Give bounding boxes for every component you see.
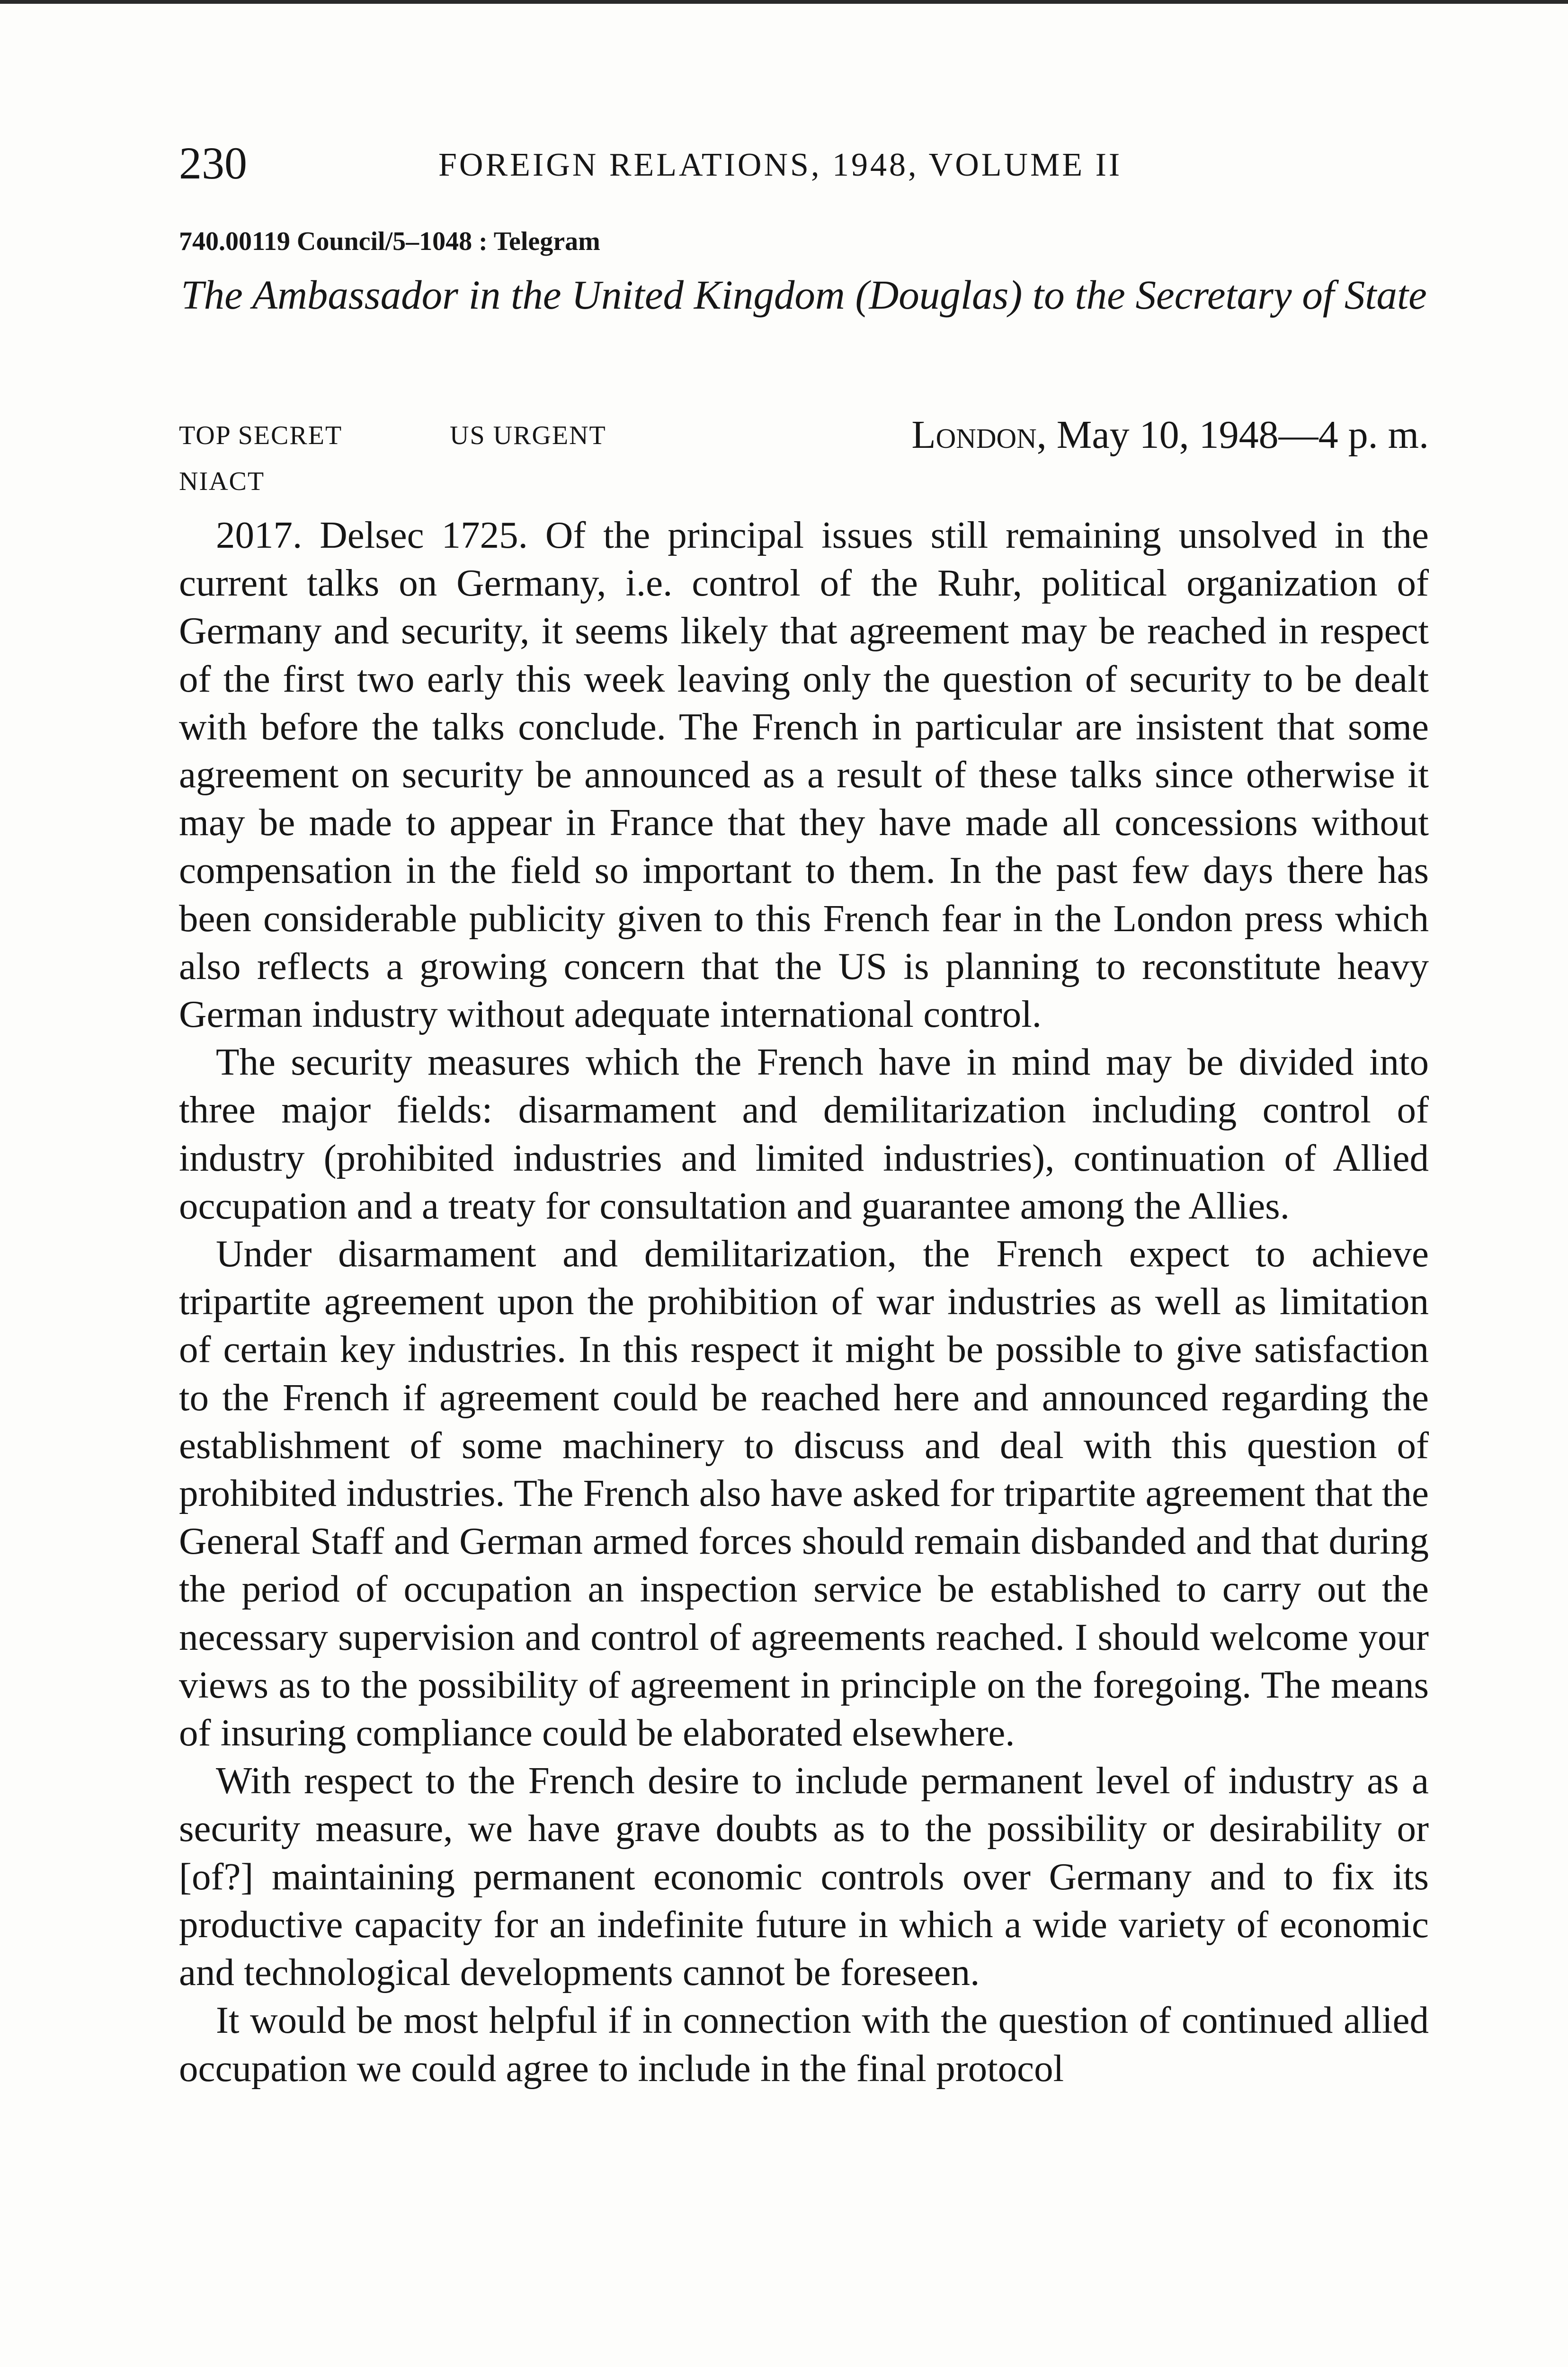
telegram-body <box>179 511 1429 2092</box>
body-paragraph-5: It would be most helpful if in connection with the question of continued allied occupation we could agree to include in the final protocol <box>179 1999 1429 2090</box>
running-head <box>179 135 1429 192</box>
page-number: 230 <box>179 138 247 188</box>
body-paragraph-1: 2017. Delsec 1725. Of the principal issues still remaining unsolved in the current talks on Germany, i.e. control of the Ruhr, political organization of Germany and security, it seems likely that agreement may be reached in respect of the first two early this week leaving only the question of security to be dealt with before the talks conclude. The French in particular are insistent that some agreement on security be announced as a result of these talks since otherwise it may be made to appear in France that they have made all concessions without compensation in the field so important to them. In the past few days there has been considerable publicity given to this French fear in the London press which also reflects a growing concern that the US is planning to reconstitute heavy German industry without adequate international control. <box>179 514 1429 1036</box>
dateline <box>911 412 1429 458</box>
classification-label: TOP SECRET <box>179 421 343 450</box>
body-paragraph-2: The security measures which the French have in mind may be divided into three major fields: disarmament and demilitarization including control of industry (prohibited industries and limited industries), continuation of Allied occupation and a treaty for consultation and guarantee among the Allies. <box>179 1041 1429 1227</box>
dateline-date: , May 10, 1948—4 p. m. <box>1036 413 1429 457</box>
classification-row <box>179 412 1429 464</box>
body-paragraph-4: With respect to the French desire to include permanent level of industry as a security measure, we have grave doubts as to the possibility or desirability or [of?] maintaining permanent economic controls over Germany and to fix its productive capacity for an indefinite future in which a wide variety of economic and technological developments cannot be foreseen. <box>179 1759 1429 1994</box>
priority-label: US URGENT <box>450 421 606 450</box>
running-title: FOREIGN RELATIONS, 1948, VOLUME II <box>438 147 1123 183</box>
page-top-edge <box>0 0 1568 4</box>
routing-label: NIACT <box>179 467 265 496</box>
document-reference: 740.00119 Council/5–1048 : Telegram <box>179 227 600 256</box>
dateline-city: London <box>911 413 1037 457</box>
document-heading: The Ambassador in the United Kingdom (Douglas) to the Secretary of State <box>181 272 1427 318</box>
body-paragraph-3: Under disarmament and demilitarization, the French expect to achieve tripartite agreement upon the prohibition of war industries as well as limitation of certain key industries. In this respect it might be possible to give satisfaction to the French if agreement could be reached here and announced regarding the establishment of some machinery to discuss and deal with this question of prohibited industries. The French also have asked for tripartite agreement that the General Staff and German armed forces should remain disbanded and that during the period of occupation an inspection service be established to carry out the necessary supervision and control of agreements reached. I should welcome your views as to the possibility of agreement in principle on the foregoing. The means of insuring compliance could be elaborated elsewhere. <box>179 1232 1429 1754</box>
